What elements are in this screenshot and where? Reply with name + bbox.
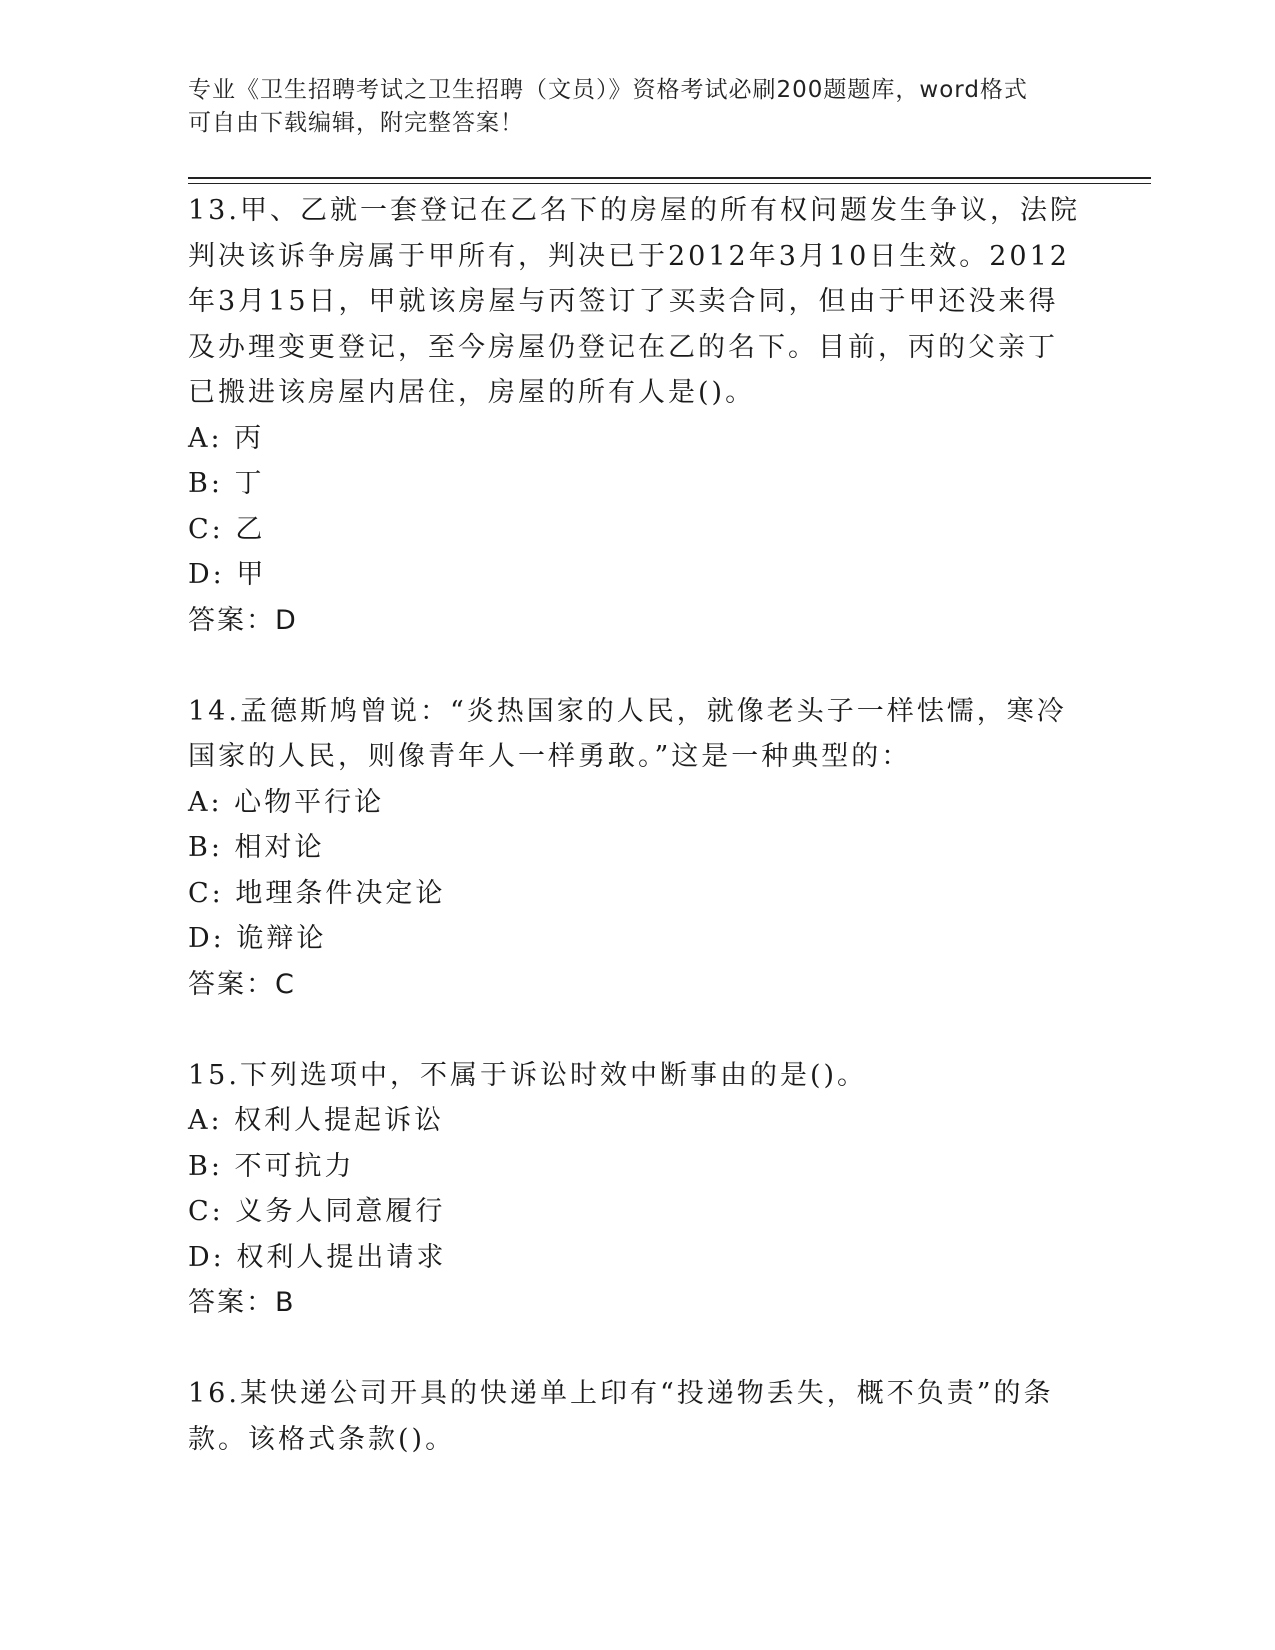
header-divider-thick — [188, 177, 1151, 179]
option-b: B: 不可抗力 — [188, 1150, 355, 1182]
answer: 答案：C — [188, 968, 296, 1000]
option-d: D: 权利人提出请求 — [188, 1241, 447, 1273]
question-15 — [188, 1053, 1083, 1326]
option-c: C: 乙 — [188, 513, 266, 545]
question-13 — [188, 188, 1083, 643]
option-a: A: 心物平行论 — [188, 786, 385, 818]
option-d: D: 甲 — [188, 559, 267, 590]
answer: 答案：D — [188, 604, 298, 636]
option-b: B: 相对论 — [188, 832, 325, 863]
option-c: C: 义务人同意履行 — [188, 1196, 446, 1227]
option-a: A: 丙 — [188, 422, 265, 454]
question-16 — [188, 1371, 1083, 1462]
option-c: C: 地理条件决定论 — [188, 877, 446, 909]
header-divider-thin — [188, 183, 1151, 184]
document-header — [188, 74, 1088, 140]
option-b: B: 丁 — [188, 468, 265, 499]
question-text: 13.甲、乙就一套登记在乙名下的房屋的所有权问题发生争议，法院判决该诉争房属于甲所有，判决已于2012年3月10日生效。2012年3月15日，甲就该房屋与丙签订了买卖合同，但由于甲还没来得及办理变更登记，至今房屋仍登记在乙的名下。目前，丙的父亲丁已搬进该房屋内居住，房屋的所有人是()。 — [188, 195, 1080, 408]
question-14 — [188, 689, 1083, 1008]
question-text: 16.某快递公司开具的快递单上印有“投递物丢失，概不负责”的条款。该格式条款()。 — [188, 1378, 1054, 1455]
question-text: 14.孟德斯鸠曾说：“炎热国家的人民，就像老头子一样怯懦，寒冷国家的人民，则像青年人一样勇敢。”这是一种典型的： — [188, 695, 1067, 772]
option-d: D: 诡辩论 — [188, 923, 327, 954]
option-a: A: 权利人提起诉讼 — [188, 1105, 445, 1136]
question-list — [188, 188, 1083, 1508]
header-line-2: 可自由下载编辑，附完整答案！ — [188, 110, 524, 136]
header-line-1: 专业《卫生招聘考试之卫生招聘（文员）》资格考试必刷200题题库，word格式 — [188, 77, 1028, 103]
answer: 答案：B — [188, 1287, 296, 1318]
question-text: 15.下列选项中，不属于诉讼时效中断事由的是()。 — [188, 1059, 868, 1091]
